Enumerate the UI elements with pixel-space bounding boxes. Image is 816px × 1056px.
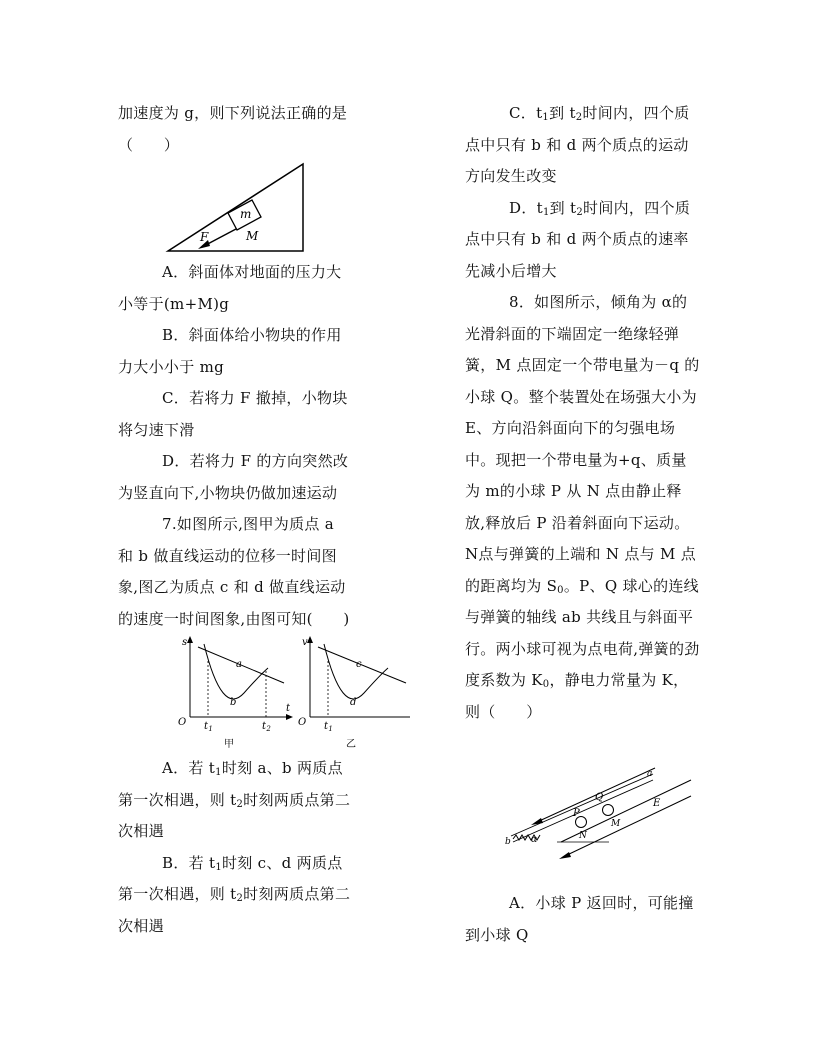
curve-b (204, 644, 268, 699)
question-stem-end: 加速度为 g，则下列说法正确的是 (118, 104, 348, 122)
option-C: C．若将力 F 撤掉，小物块将匀速下滑 (118, 389, 348, 439)
svg-text:s: s (182, 637, 188, 648)
line-c (318, 647, 406, 683)
svg-text:a: a (236, 659, 243, 670)
svg-text:O: O (298, 717, 307, 728)
svg-text:t1: $t_1$ (204, 721, 214, 733)
svg-text:t: t (286, 703, 291, 714)
right-column (465, 98, 701, 951)
svg-text:M: M (611, 819, 621, 829)
svg-text:N: N (579, 831, 588, 841)
svg-text:E: E (653, 798, 661, 809)
block-m-label: m (240, 207, 252, 221)
answer-bracket: （ ） (118, 135, 180, 154)
svg-text:Q: Q (595, 792, 604, 803)
spring-incline-figure (465, 744, 701, 874)
option-B: B．斜面体给小物块的作用力大小小于 mg (118, 326, 342, 376)
incline-block-figure (118, 161, 354, 257)
question-7-option-C: C．$t_1$到 $t_2$时间内，四个质点中只有 b 和 d 两个质点的运动方向发生改变 (465, 104, 690, 185)
svg-text:t2: $t_2$ (262, 721, 272, 733)
caption-jia: 甲 (224, 739, 235, 750)
option-D: D．若将力 F 的方向突然改为竖直向下,小物块仍做加速运动 (118, 452, 349, 502)
svg-text:c: c (356, 659, 362, 670)
option-A: A．斜面体对地面的压力大小等于(m+M)g (118, 263, 342, 313)
question-7: 7.如图所示,图甲为质点 a 和 b 做直线运动的位移一时间图象,图乙为质点 c 和 d 做直线运动的速度一时间图象,由图可知( ) (118, 515, 350, 628)
svg-text:b: b (505, 837, 512, 847)
svg-text:t1: $t_1$ (324, 721, 334, 733)
caption-yi: 乙 (346, 739, 357, 750)
svg-text:P: P (573, 808, 581, 819)
ball-Q (603, 805, 614, 816)
force-F-label: F (200, 230, 209, 244)
question-7-option-D: D．$t_1$到 $t_2$时间内，四个质点中只有 b 和 d 两个质点的速率先减小后增大 (465, 198, 691, 280)
left-column (118, 98, 362, 942)
svg-text:a: a (647, 769, 653, 779)
question-7-option-A: A．若 $t_1$时刻 a、b 两质点第一次相遇，则 $t_2$时刻两质点第二次相遇 (118, 759, 351, 840)
graph-jia (178, 636, 293, 750)
graph-yi (298, 636, 410, 750)
svg-text:b: b (230, 697, 237, 708)
svg-text:d: d (350, 697, 357, 708)
incline-triangle (168, 164, 303, 251)
question-8: 8．如图所示，倾角为 α的光滑斜面的下端固定一绝缘轻弹簧，M 点固定一个带电量为－q 的小球 Q。整个装置处在场强大小为 E、方向沿斜面向下的匀强电场中。现把一个带电量为+q、质量为 m的小球 P 从 N 点由静止释放,释放后 P 沿着斜面向下运动。N点与弹簧的上端和 N 点与 M 点的距离均为 $S_0$。P、Q 球心的连线与弹簧的轴线 ab 共线且与斜面平行。两小球可视为点电荷,弹簧的劲度系数为 $K_0$，静电力常量为 K，则（ ） (465, 293, 700, 721)
svg-text:O: O (178, 717, 187, 728)
wedge-M-label: M (246, 229, 259, 243)
question-7-option-B: B．若 $t_1$时刻 c、d 两质点第一次相遇，则 $t_2$时刻两质点第二次相遇 (118, 853, 351, 935)
motion-graphs-figure (118, 635, 362, 753)
question-8-option-A: A．小球 P 返回时，可能撞到小球 Q (465, 894, 694, 944)
svg-text:v: v (302, 637, 308, 648)
svg-text:α: α (531, 835, 538, 845)
